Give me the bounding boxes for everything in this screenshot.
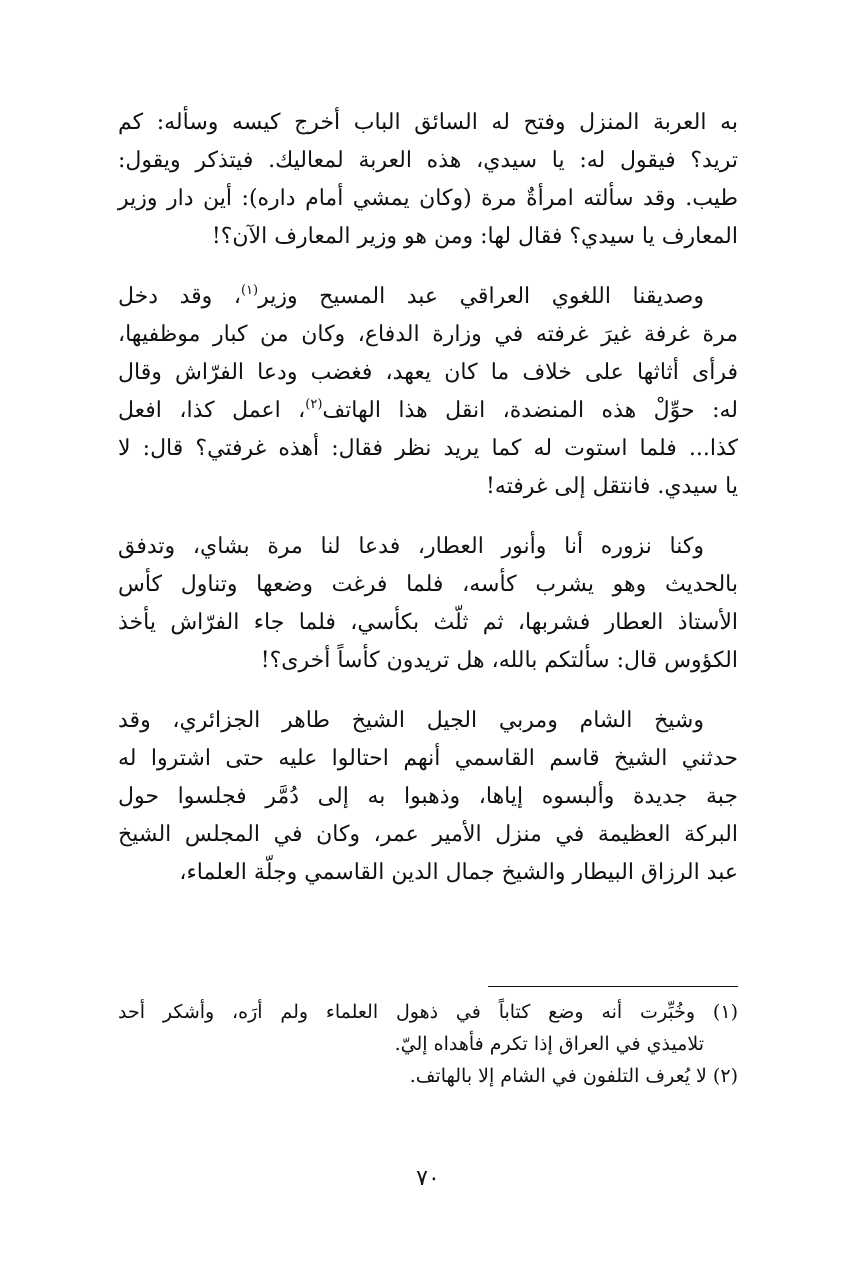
text-line: عبد الرزاق البيطار والشيخ جمال الدين القاسمي وجلّة العلماء، [179, 860, 738, 885]
text-line: الكؤوس قال: سألتكم بالله، هل تريدون كأساً أخرى؟! [260, 648, 738, 673]
text-line: كذا... فلما استوت له كما يريد نظر فقال: أهذه غرفتي؟ قال: لا [118, 436, 738, 461]
text-line: يا سيدي. فانتقل إلى غرفته! [486, 474, 738, 499]
footnote-line: (١) وخُبِّرت أنه وضع كتاباً في ذهول العلماء ولم أرَه، وأشكر أحد [118, 1001, 738, 1023]
text-line: تريد؟ فيقول له: يا سيدي، هذه العربة لمعاليك. فيتذكر ويقول: [118, 148, 738, 173]
paragraph-4 [118, 702, 738, 892]
text-fragment: ، اعمل كذا، افعل [118, 398, 306, 423]
text-line: حدثني الشيخ قاسم القاسمي أنهم احتالوا عليه حتى اشتروا له [118, 746, 738, 771]
text-line: به العربة المنزل وفتح له السائق الباب أخرج كيسه وسأله: كم [118, 110, 738, 135]
text-line-with-note [118, 278, 738, 316]
footnote-ref-1[interactable]: (١) [240, 283, 259, 298]
footnote-ref-2[interactable]: (٢) [305, 397, 323, 412]
text-line: بالحديث وهو يشرب كأسه، فلما فرغت وضعها وتناول كأس [118, 572, 738, 597]
footnote-line: (٢) لا يُعرف التلفون في الشام إلا بالهاتف. [409, 1065, 738, 1087]
paragraph-2 [118, 278, 738, 506]
text-line: الأستاذ العطار فشربها، ثم ثلّث بكأسي، فلما جاء الفرّاش يأخذ [118, 610, 738, 635]
footnote-line: تلاميذي في العراق إذا تكرم فأهداه إليّ. [394, 1033, 704, 1055]
paragraph-1 [118, 104, 738, 256]
text-line-with-note [118, 392, 738, 430]
text-line: البركة العظيمة في منزل الأمير عمر، وكان في المجلس الشيخ [118, 822, 738, 847]
text-fragment: له: حوِّلْ هذه المنضدة، انقل هذا الهاتف [322, 398, 739, 423]
text-fragment: ، وقد دخل [118, 284, 241, 309]
text-line: طيب. وقد سألته امرأةٌ مرة (وكان يمشي أمام داره): أين دار وزير [118, 186, 738, 211]
text-line: وكنا نزوره أنا وأنور العطار، فدعا لنا مرة بشاي، وتدفق [118, 534, 704, 559]
footnote-1 [118, 996, 738, 1060]
page-body [118, 104, 738, 914]
footnotes [118, 996, 738, 1092]
footnote-2 [118, 1060, 738, 1092]
text-line: جبة جديدة وألبسوه إياها، وذهبوا به إلى دُمَّر فجلسوا حول [118, 784, 738, 809]
text-line: فرأى أثاثها على خلاف ما كان يعهد، فغضب ودعا الفرّاش وقال [118, 360, 738, 385]
footnote-separator [488, 986, 738, 987]
text-line: وشيخ الشام ومربي الجيل الشيخ طاهر الجزائري، وقد [118, 708, 704, 733]
page-number: ٧٠ [416, 1166, 440, 1191]
paragraph-3 [118, 528, 738, 680]
text-line: المعارف يا سيدي؟ فقال لها: ومن هو وزير المعارف الآن؟! [211, 224, 738, 249]
text-line: مرة غرفة غيرَ غرفته في وزارة الدفاع، وكان من كبار موظفيها، [118, 322, 738, 347]
text-fragment: وصديقنا اللغوي العراقي عبد المسيح وزير [258, 284, 704, 309]
